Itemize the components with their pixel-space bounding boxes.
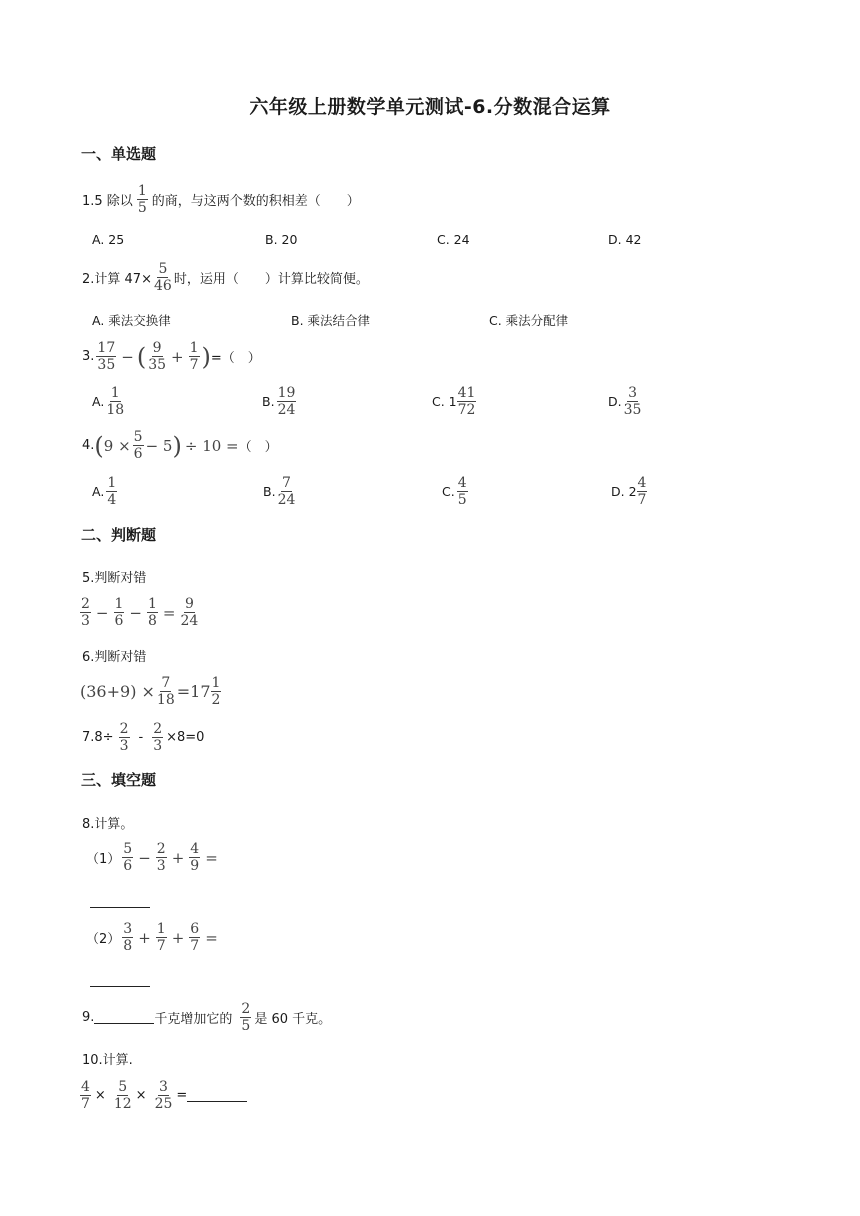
fraction: $\frac{2}{5}$ [241, 1001, 251, 1034]
paren-close: ) [172, 431, 182, 460]
option-label: C. 1 [432, 394, 457, 409]
fraction: $\frac{4}{7}$ [637, 475, 647, 508]
fraction: $\frac{9}{35}$ [148, 340, 167, 373]
fraction: $\frac{5}{46}$ [153, 261, 172, 294]
fraction: $\frac{5}{6}$ [123, 841, 133, 874]
option-d[interactable] [608, 386, 643, 417]
fraction: $\frac{5}{6}$ [133, 429, 143, 462]
question-text: 的商，与这两个数的积相差（ ） [151, 194, 360, 209]
question-number: 9. [82, 1010, 95, 1025]
math-text: =17 [176, 682, 211, 701]
option-b[interactable]: B. 乘法结合律 [291, 313, 371, 328]
math-text: (36+9) × [80, 682, 155, 701]
question-2 [82, 262, 369, 293]
question-number: 4. [82, 438, 95, 453]
part-label: （1） [86, 852, 121, 867]
paren-close: ) [201, 342, 211, 371]
question-text: （ ） [238, 440, 278, 455]
fraction: $\frac{4}{5}$ [457, 475, 467, 508]
question-7 [82, 722, 204, 753]
paren-open: ( [94, 431, 104, 460]
fraction: $\frac{2}{3}$ [156, 841, 166, 874]
fraction: $\frac{6}{7}$ [190, 921, 200, 954]
question-10-expression [80, 1080, 247, 1111]
fraction: $\frac{9}{24}$ [180, 596, 199, 629]
option-d[interactable] [611, 476, 649, 507]
question-6-prompt: 6.判断对错 [82, 650, 147, 665]
operator: − [129, 603, 142, 622]
answer-blank[interactable] [90, 974, 150, 991]
operator: = [162, 603, 176, 622]
fraction: $\frac{1}{7}$ [189, 340, 199, 373]
fraction: $\frac{1}{7}$ [156, 921, 166, 954]
math-text: − 5 [145, 436, 173, 455]
operator: + [171, 347, 184, 366]
question-8-prompt: 8.计算。 [82, 817, 134, 832]
question-text: 时，运用（ ）计算比较简便。 [173, 272, 369, 287]
operator: × [135, 1088, 147, 1103]
fraction: $\frac{1}{6}$ [114, 596, 124, 629]
fraction: $\frac{2}{3}$ [119, 721, 129, 754]
fraction: $\frac{1}{4}$ [107, 475, 117, 508]
fraction: $\frac{4}{9}$ [190, 841, 200, 874]
option-b[interactable] [262, 386, 298, 417]
option-b[interactable]: B. 20 [265, 232, 298, 247]
option-label: D. [608, 394, 622, 409]
fraction: $\frac{17}{35}$ [97, 340, 116, 373]
question-number: 3. [82, 349, 95, 364]
operator: = [205, 928, 218, 947]
question-text: 7.8÷ [82, 730, 114, 745]
fraction: $\frac{4}{7}$ [81, 1079, 90, 1112]
question-10-prompt: 10.计算. [82, 1053, 133, 1068]
option-label: A. [92, 394, 105, 409]
question-text: =（ ） [210, 351, 261, 366]
fraction: $\frac{41}{72}$ [457, 385, 476, 418]
fraction: $\frac{19}{24}$ [277, 385, 296, 418]
option-a[interactable] [92, 476, 119, 507]
fraction: $\frac{1}{2}$ [211, 675, 221, 708]
operator: − [121, 347, 134, 366]
answer-blank[interactable] [187, 1089, 247, 1102]
question-8-part-2 [86, 922, 221, 953]
option-label: C. [442, 484, 455, 499]
fraction: $\frac{1}{5}$ [137, 183, 147, 216]
operator: − [138, 848, 151, 867]
math-text: 9 × [103, 436, 131, 455]
question-3 [82, 341, 261, 372]
fraction: $\frac{7}{18}$ [156, 675, 175, 708]
option-c[interactable]: C. 24 [437, 232, 470, 247]
paren-open: ( [136, 342, 147, 371]
option-c[interactable]: C. 乘法分配律 [489, 313, 569, 328]
operator: + [138, 928, 151, 947]
option-d[interactable]: D. 42 [608, 232, 642, 247]
answer-blank[interactable] [94, 1011, 154, 1024]
question-5-prompt: 5.判断对错 [82, 571, 147, 586]
fraction: $\frac{7}{24}$ [277, 475, 296, 508]
fraction: $\frac{3}{25}$ [154, 1079, 173, 1112]
fraction: $\frac{2}{3}$ [81, 596, 90, 629]
question-9 [82, 1002, 331, 1033]
math-text: ÷ 10 = [184, 436, 239, 455]
operator: + [171, 928, 185, 947]
answer-blank[interactable] [90, 895, 150, 912]
fraction: $\frac{3}{8}$ [123, 921, 133, 954]
section-heading-true-false: 二、判断题 [81, 526, 157, 544]
option-label: B. [262, 394, 275, 409]
fraction: $\frac{5}{12}$ [113, 1079, 132, 1112]
option-a[interactable]: A. 25 [92, 232, 125, 247]
section-heading-fill-blank: 三、填空题 [81, 771, 157, 789]
question-5-expression [80, 597, 200, 628]
option-label: B. [263, 484, 276, 499]
question-text: ×8=0 [166, 730, 205, 745]
option-c[interactable] [432, 386, 478, 417]
question-text: 千克增加它的 [154, 1012, 233, 1027]
question-text: 1.5 除以 [82, 194, 133, 209]
operator: = [176, 1088, 188, 1103]
question-8-part-1 [86, 842, 221, 873]
question-1 [82, 184, 360, 215]
page-title: 六年级上册数学单元测试-6.分数混合运算 [249, 96, 611, 118]
option-label: D. 2 [611, 484, 637, 499]
operator: + [171, 848, 185, 867]
option-a[interactable] [92, 386, 126, 417]
question-text: 是 60 千克。 [254, 1012, 332, 1027]
option-a[interactable]: A. 乘法交换律 [92, 313, 171, 328]
operator: = [205, 848, 218, 867]
operator: × [94, 1088, 106, 1103]
option-b[interactable] [263, 476, 297, 507]
option-c[interactable] [442, 476, 470, 507]
option-label: A. [92, 484, 105, 499]
fraction: $\frac{3}{35}$ [623, 385, 642, 418]
fraction: $\frac{2}{3}$ [153, 721, 163, 754]
operator: - [138, 730, 144, 745]
question-4 [82, 430, 278, 461]
question-6-expression [80, 676, 223, 707]
section-heading-single-choice: 一、单选题 [81, 145, 157, 163]
part-label: （2） [86, 932, 121, 947]
question-text: 2.计算 47× [82, 272, 152, 287]
fraction: $\frac{1}{18}$ [106, 385, 125, 418]
fraction: $\frac{1}{8}$ [148, 596, 157, 629]
operator: − [95, 603, 109, 622]
